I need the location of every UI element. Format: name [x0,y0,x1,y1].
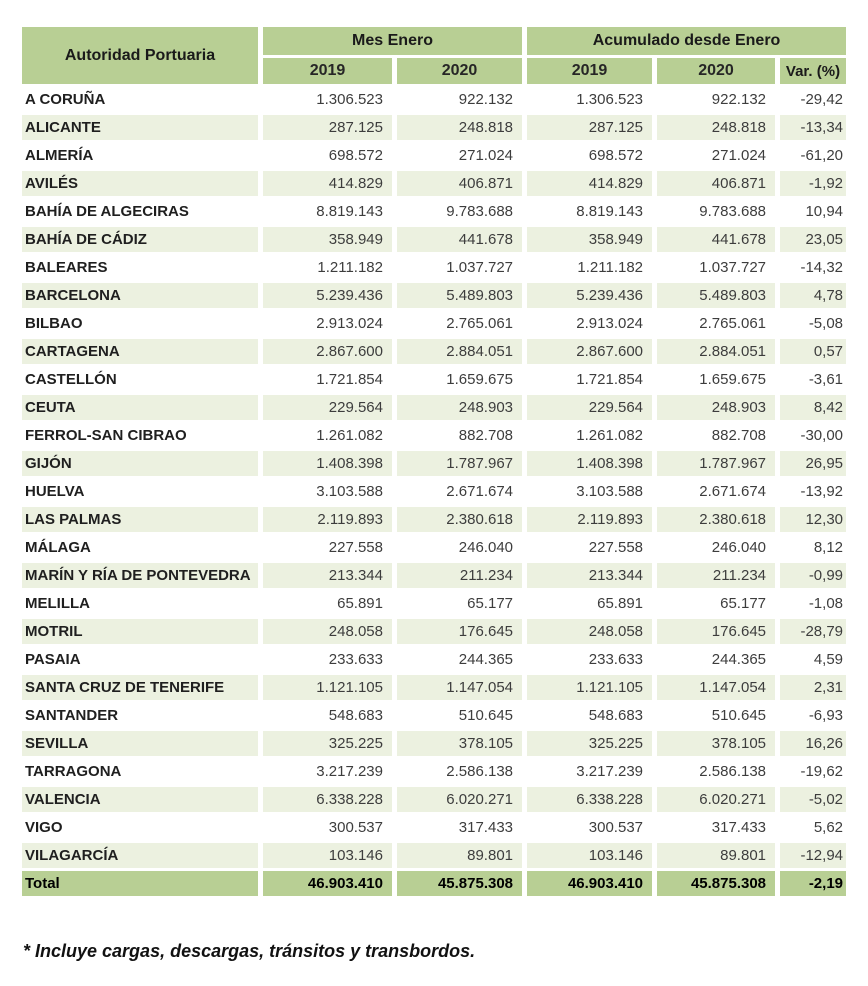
var-percent-cell: -3,61 [780,367,846,392]
var-percent-cell: -12,94 [780,843,846,868]
value-cell: 317.433 [397,815,522,840]
value-cell: 510.645 [397,703,522,728]
var-percent-cell: -29,42 [780,87,846,112]
table-row [22,451,846,476]
value-cell: 698.572 [527,143,652,168]
var-percent-header: Var. (%) [780,58,846,84]
table-row [22,619,846,644]
var-percent-cell: -13,92 [780,479,846,504]
mes-2020-header: 2020 [397,58,522,84]
table-row [22,255,846,280]
port-name-cell: SANTA CRUZ DE TENERIFE [22,675,258,700]
value-cell: 176.645 [657,619,775,644]
port-name-cell: SANTANDER [22,703,258,728]
port-name-cell: CARTAGENA [22,339,258,364]
value-cell: 1.121.105 [263,675,392,700]
value-cell: 9.783.688 [657,199,775,224]
var-percent-cell: 0,57 [780,339,846,364]
value-cell: 2.380.618 [657,507,775,532]
value-cell: 3.103.588 [527,479,652,504]
value-cell: 2.119.893 [527,507,652,532]
var-percent-cell: -2,19 [780,871,846,896]
port-name-cell: MOTRIL [22,619,258,644]
value-cell: 406.871 [657,171,775,196]
value-cell: 65.891 [263,591,392,616]
var-percent-cell: -14,32 [780,255,846,280]
value-cell: 1.037.727 [657,255,775,280]
table-row [22,143,846,168]
var-percent-cell: -5,08 [780,311,846,336]
table-row [22,563,846,588]
value-cell: 244.365 [397,647,522,672]
var-percent-cell: -1,08 [780,591,846,616]
value-cell: 1.721.854 [527,367,652,392]
acumulado-group-header: Acumulado desde Enero [527,27,846,55]
value-cell: 103.146 [263,843,392,868]
value-cell: 378.105 [657,731,775,756]
value-cell: 246.040 [397,535,522,560]
table-row [22,395,846,420]
var-percent-cell: 8,42 [780,395,846,420]
value-cell: 2.913.024 [527,311,652,336]
var-percent-cell: 26,95 [780,451,846,476]
var-percent-cell: -13,34 [780,115,846,140]
value-cell: 3.103.588 [263,479,392,504]
value-cell: 922.132 [657,87,775,112]
table-row [22,171,846,196]
port-name-cell: BAHÍA DE ALGECIRAS [22,199,258,224]
value-cell: 248.818 [657,115,775,140]
value-cell: 6.338.228 [527,787,652,812]
value-cell: 176.645 [397,619,522,644]
table-row [22,787,846,812]
table-row [22,507,846,532]
value-cell: 246.040 [657,535,775,560]
table-row [22,843,846,868]
value-cell: 5.239.436 [527,283,652,308]
port-name-cell: HUELVA [22,479,258,504]
value-cell: 229.564 [527,395,652,420]
mes-enero-group-header: Mes Enero [263,27,522,55]
port-name-cell: AVILÉS [22,171,258,196]
table-row [22,759,846,784]
var-percent-cell: 8,12 [780,535,846,560]
var-percent-cell: 4,78 [780,283,846,308]
value-cell: 287.125 [263,115,392,140]
port-name-cell: MELILLA [22,591,258,616]
value-cell: 2.671.674 [657,479,775,504]
value-cell: 2.884.051 [397,339,522,364]
value-cell: 317.433 [657,815,775,840]
value-cell: 1.787.967 [657,451,775,476]
table-row [22,815,846,840]
value-cell: 211.234 [657,563,775,588]
value-cell: 1.147.054 [657,675,775,700]
table-row [22,227,846,252]
value-cell: 9.783.688 [397,199,522,224]
value-cell: 3.217.239 [263,759,392,784]
port-traffic-table [17,24,851,899]
port-name-cell: CASTELLÓN [22,367,258,392]
total-label-cell: Total [22,871,258,896]
value-cell: 300.537 [527,815,652,840]
value-cell: 213.344 [527,563,652,588]
table-body [22,87,846,896]
header-group-row [22,27,846,55]
value-cell: 2.765.061 [397,311,522,336]
value-cell: 1.037.727 [397,255,522,280]
value-cell: 1.211.182 [527,255,652,280]
value-cell: 6.338.228 [263,787,392,812]
table-row [22,199,846,224]
value-cell: 6.020.271 [397,787,522,812]
value-cell: 271.024 [397,143,522,168]
var-percent-cell: -30,00 [780,423,846,448]
var-percent-cell: 23,05 [780,227,846,252]
port-name-cell: PASAIA [22,647,258,672]
value-cell: 5.489.803 [657,283,775,308]
value-cell: 248.058 [263,619,392,644]
var-percent-cell: 16,26 [780,731,846,756]
value-cell: 2.867.600 [527,339,652,364]
value-cell: 2.586.138 [657,759,775,784]
value-cell: 103.146 [527,843,652,868]
value-cell: 1.659.675 [657,367,775,392]
autoridad-portuaria-header: Autoridad Portuaria [22,27,258,84]
table-row [22,283,846,308]
table-row [22,423,846,448]
port-name-cell: A CORUÑA [22,87,258,112]
port-name-cell: BALEARES [22,255,258,280]
port-name-cell: TARRAGONA [22,759,258,784]
table-row [22,731,846,756]
value-cell: 5.239.436 [263,283,392,308]
value-cell: 89.801 [657,843,775,868]
value-cell: 2.586.138 [397,759,522,784]
port-name-cell: LAS PALMAS [22,507,258,532]
value-cell: 1.261.082 [527,423,652,448]
value-cell: 2.765.061 [657,311,775,336]
var-percent-cell: -5,02 [780,787,846,812]
value-cell: 882.708 [657,423,775,448]
table-row [22,675,846,700]
value-cell: 1.659.675 [397,367,522,392]
value-cell: 211.234 [397,563,522,588]
value-cell: 300.537 [263,815,392,840]
table-row [22,647,846,672]
value-cell: 1.408.398 [263,451,392,476]
value-cell: 510.645 [657,703,775,728]
port-name-cell: ALMERÍA [22,143,258,168]
value-cell: 441.678 [397,227,522,252]
total-row [22,871,846,896]
value-cell: 882.708 [397,423,522,448]
value-cell: 248.818 [397,115,522,140]
value-cell: 1.261.082 [263,423,392,448]
value-cell: 46.903.410 [527,871,652,896]
value-cell: 1.147.054 [397,675,522,700]
value-cell: 414.829 [527,171,652,196]
value-cell: 248.903 [397,395,522,420]
table-row [22,479,846,504]
port-name-cell: FERROL-SAN CIBRAO [22,423,258,448]
var-percent-cell: -0,99 [780,563,846,588]
value-cell: 325.225 [263,731,392,756]
value-cell: 1.306.523 [527,87,652,112]
value-cell: 5.489.803 [397,283,522,308]
value-cell: 227.558 [527,535,652,560]
value-cell: 65.891 [527,591,652,616]
port-name-cell: CEUTA [22,395,258,420]
value-cell: 6.020.271 [657,787,775,812]
acumulado-2020-header: 2020 [657,58,775,84]
var-percent-cell: -1,92 [780,171,846,196]
value-cell: 922.132 [397,87,522,112]
port-name-cell: BARCELONA [22,283,258,308]
port-name-cell: VIGO [22,815,258,840]
value-cell: 378.105 [397,731,522,756]
port-name-cell: GIJÓN [22,451,258,476]
footnote: * Incluye cargas, descargas, tránsitos y transbordos. [23,941,476,961]
port-name-cell: BILBAO [22,311,258,336]
value-cell: 213.344 [263,563,392,588]
acumulado-2019-header: 2019 [527,58,652,84]
value-cell: 2.671.674 [397,479,522,504]
value-cell: 325.225 [527,731,652,756]
value-cell: 8.819.143 [263,199,392,224]
port-name-cell: VALENCIA [22,787,258,812]
var-percent-cell: -61,20 [780,143,846,168]
port-name-cell: VILAGARCÍA [22,843,258,868]
value-cell: 65.177 [397,591,522,616]
value-cell: 233.633 [527,647,652,672]
value-cell: 227.558 [263,535,392,560]
value-cell: 548.683 [263,703,392,728]
value-cell: 248.903 [657,395,775,420]
value-cell: 233.633 [263,647,392,672]
value-cell: 2.119.893 [263,507,392,532]
table-row [22,87,846,112]
port-name-cell: ALICANTE [22,115,258,140]
table-row [22,115,846,140]
value-cell: 698.572 [263,143,392,168]
var-percent-cell: -19,62 [780,759,846,784]
value-cell: 1.721.854 [263,367,392,392]
table-row [22,339,846,364]
value-cell: 2.913.024 [263,311,392,336]
value-cell: 2.380.618 [397,507,522,532]
value-cell: 1.211.182 [263,255,392,280]
var-percent-cell: 5,62 [780,815,846,840]
value-cell: 271.024 [657,143,775,168]
value-cell: 3.217.239 [527,759,652,784]
value-cell: 358.949 [527,227,652,252]
table-row [22,703,846,728]
value-cell: 2.867.600 [263,339,392,364]
mes-2019-header: 2019 [263,58,392,84]
value-cell: 1.121.105 [527,675,652,700]
var-percent-cell: -6,93 [780,703,846,728]
value-cell: 358.949 [263,227,392,252]
port-name-cell: MÁLAGA [22,535,258,560]
var-percent-cell: 4,59 [780,647,846,672]
value-cell: 414.829 [263,171,392,196]
port-name-cell: BAHÍA DE CÁDIZ [22,227,258,252]
value-cell: 8.819.143 [527,199,652,224]
value-cell: 1.787.967 [397,451,522,476]
value-cell: 2.884.051 [657,339,775,364]
value-cell: 45.875.308 [657,871,775,896]
value-cell: 548.683 [527,703,652,728]
value-cell: 45.875.308 [397,871,522,896]
table-row [22,367,846,392]
table-row [22,535,846,560]
table-row [22,591,846,616]
port-name-cell: SEVILLA [22,731,258,756]
value-cell: 287.125 [527,115,652,140]
value-cell: 1.306.523 [263,87,392,112]
value-cell: 1.408.398 [527,451,652,476]
var-percent-cell: 2,31 [780,675,846,700]
value-cell: 229.564 [263,395,392,420]
value-cell: 89.801 [397,843,522,868]
value-cell: 244.365 [657,647,775,672]
table-row [22,311,846,336]
table-header [22,27,846,84]
value-cell: 441.678 [657,227,775,252]
value-cell: 248.058 [527,619,652,644]
value-cell: 406.871 [397,171,522,196]
var-percent-cell: 12,30 [780,507,846,532]
value-cell: 65.177 [657,591,775,616]
value-cell: 46.903.410 [263,871,392,896]
var-percent-cell: -28,79 [780,619,846,644]
port-name-cell: MARÍN Y RÍA DE PONTEVEDRA [22,563,258,588]
var-percent-cell: 10,94 [780,199,846,224]
